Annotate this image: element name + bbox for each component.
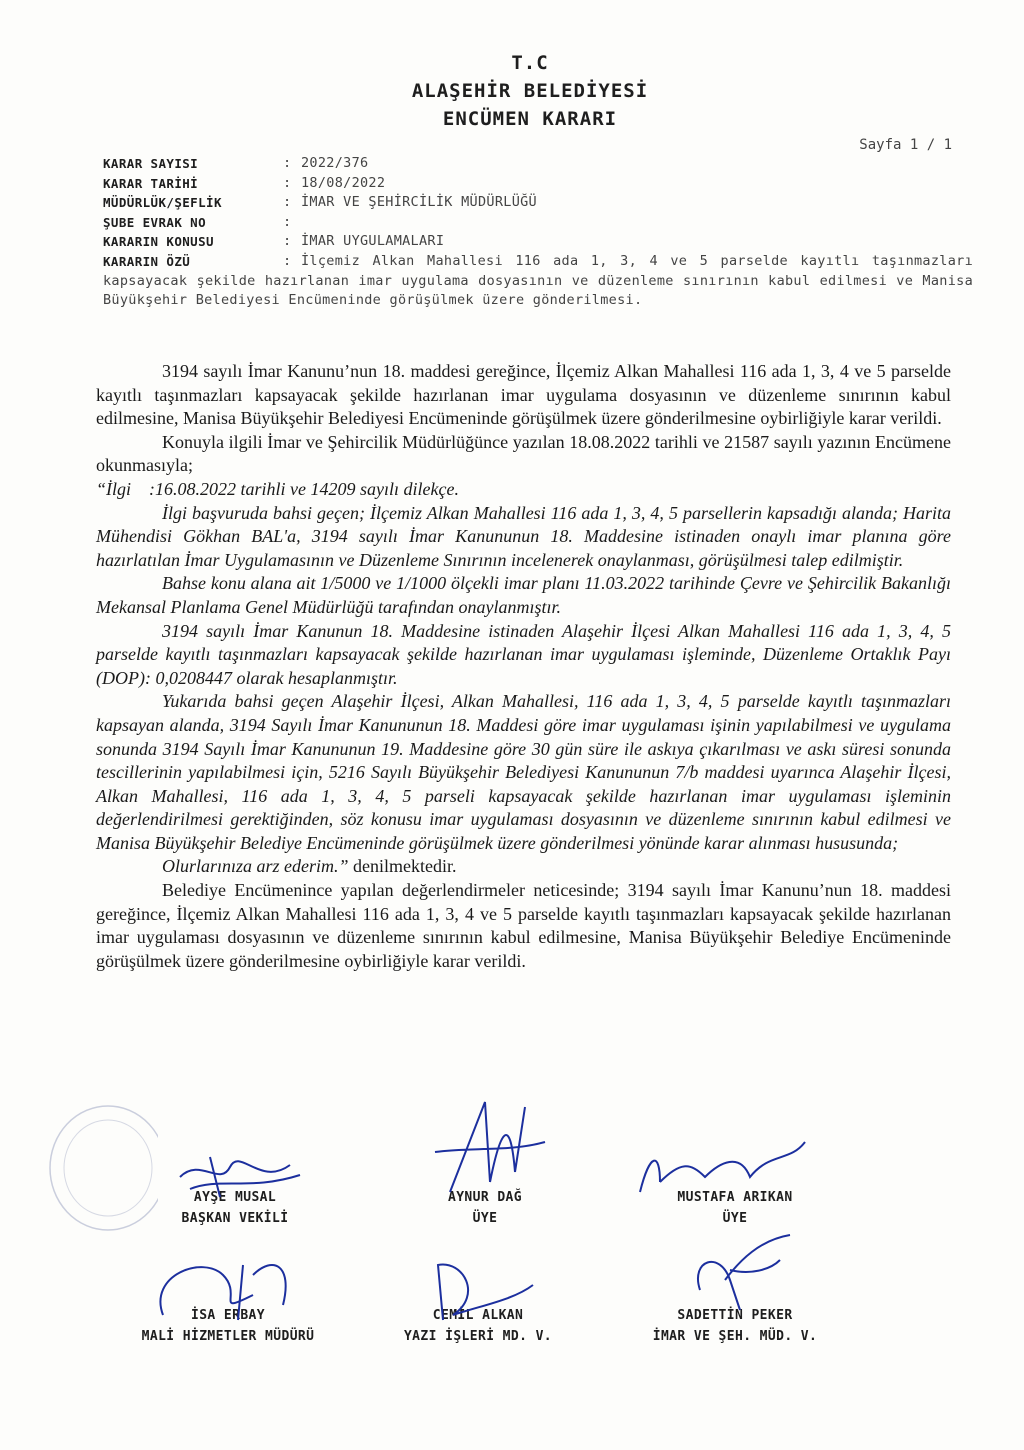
quote-reference: “İlgi :16.08.2022 tarihli ve 14209 sayılı dilekçe. xyxy=(96,478,459,499)
meta-colon: : xyxy=(283,233,292,250)
signer-name: İSA ERBAY xyxy=(190,1308,266,1323)
body-paragraph: 3194 sayılı İmar Kanunu’nun 18. maddesi gereğince, İlçemiz Alkan Mahallesi 116 ada 1, 3, 4 ve 5 parselde kayıtlı taşınmazları kapsayacak şekilde hazırlanan imar uygulama dosyasının ve düzenleme sınırının kabul edilmesine, Manisa Büyükşehir Belediyesi Encümeninde görüşülmek üzere gönderilmesine oybirliğiyle karar verildi. xyxy=(96,361,951,429)
meta-row-konusu xyxy=(103,232,973,252)
body-paragraph: Belediye Encümenince yapılan değerlendirmeler neticesinde; 3194 sayılı İmar Kanunu’nun 18. maddesi gereğince, İlçemiz Alkan Mahallesi 116 ada 1, 3, 4 ve 5 parselde kayıtlı taşınmazları kapsayacak şekilde hazırlanan imar uygulaması dosyasının ve düzenleme sınırının kabul edilmesine, Manisa Büyükşehir Belediye Encümeninde görüşülmek üzere gönderilmesine oybirliğiyle karar verildi. xyxy=(96,880,951,971)
header-decision-title: ENCÜMEN KARARI xyxy=(442,108,618,130)
meta-row-karar-sayisi xyxy=(103,154,973,174)
stamp-seal xyxy=(38,1098,158,1238)
body-paragraph: Konuyla ilgili İmar ve Şehircilik Müdürlüğünce yazılan 18.08.2022 tarihli ve 21587 sayılı yazının Encümene okunmasıyla; xyxy=(96,431,951,476)
meta-value: İMAR VE ŞEHİRCİLİK MÜDÜRLÜĞÜ xyxy=(301,194,537,211)
signature-block-4 xyxy=(108,1305,348,1347)
meta-colon: : xyxy=(283,213,292,230)
meta-label: KARAR SAYISI xyxy=(103,156,199,171)
signature-block-3 xyxy=(640,1187,830,1229)
meta-row-karar-tarihi xyxy=(103,174,973,194)
signer-name: AYŞE MUSAL xyxy=(193,1190,277,1205)
signature-block-2 xyxy=(400,1187,570,1229)
signer-title: MALİ HİZMETLER MÜDÜRÜ xyxy=(141,1329,315,1344)
meta-colon: : xyxy=(283,194,292,211)
signature-block-6 xyxy=(620,1305,850,1347)
meta-label: KARARIN ÖZÜ xyxy=(103,253,191,269)
meta-label: KARAR TARİHİ xyxy=(103,175,199,191)
signer-title: BAŞKAN VEKİLİ xyxy=(181,1211,289,1226)
quote-paragraph: İlgi başvuruda bahsi geçen; İlçemiz Alkan Mahallesi 116 ada 1, 3, 4, 5 parsellerin kapsadığı alanda; Harita Mühendisi Gökhan BAL'a, 3194 sayılı İmar Kanununun 18. Maddesine istinaden onaylı imar planına göre hazırlatılan İmar Uygulamasının ve Düzenleme Sınırının incelenerek onaylanması, görüşülmesi talep edilmiştir. xyxy=(96,502,951,570)
signer-name: AYNUR DAĞ xyxy=(447,1190,523,1205)
quote-paragraph: Bahse konu alana ait 1/5000 ve 1/1000 ölçekli imar planı 11.03.2022 tarihinde Çevre ve Şehircilik Bakanlığı Mekansal Planlama Genel Müdürlüğü tarafından onaylanmıştır. xyxy=(96,573,951,617)
signer-name: MUSTAFA ARIKAN xyxy=(677,1190,793,1205)
signature-block-1 xyxy=(150,1187,320,1229)
quote-paragraph: 3194 sayılı İmar Kanunun 18. Maddesine istinaden Alaşehir İlçesi Alkan Mahallesi 116 ada 1, 3, 4, 5 parselde kayıtlı taşınmazları kapsayacak şekilde hazırlanan imar uygulaması işleminde, Düzenleme Ortaklık Payı (DOP): 0,0208447 olarak hesaplanmıştır. xyxy=(96,620,951,688)
signature-mark xyxy=(430,1092,550,1202)
quote-closing-italic: Olurlarınıza arz ederim.” xyxy=(162,856,349,877)
meta-value: 18/08/2022 xyxy=(301,174,386,191)
meta-colon: : xyxy=(283,174,292,191)
header-municipality: ALAŞEHİR BELEDİYESİ xyxy=(411,80,649,102)
meta-row-sube-evrak xyxy=(103,213,973,233)
signer-title: ÜYE xyxy=(722,1211,748,1226)
signature-block-5 xyxy=(373,1305,583,1347)
meta-row-ozu xyxy=(103,252,973,311)
decision-body xyxy=(96,360,951,973)
signer-name: CEMİL ALKAN xyxy=(432,1308,524,1323)
meta-colon: : xyxy=(283,155,292,171)
signer-name: SADETTİN PEKER xyxy=(677,1308,793,1323)
signer-title: İMAR VE ŞEH. MÜD. V. xyxy=(652,1329,818,1344)
meta-value: İMAR UYGULAMALARI xyxy=(301,233,445,250)
meta-row-mudurluk xyxy=(103,193,973,213)
header-tc: T.C xyxy=(511,52,549,74)
decision-metadata xyxy=(103,154,973,311)
quote-paragraph: Yukarıda bahsi geçen Alaşehir İlçesi, Alkan Mahallesi, 116 ada 1, 3, 4, 5 parselde kayıtlı taşınmazları kapsayan alanda, 3194 Sayılı İmar Kanununun 18. Maddesi göre imar uygulaması işinin yapılabilmesi ve uygulama sonunda 3194 Sayılı İmar Kanununun 19. Maddesine göre 30 gün süre ile askıya çıkarılması ve askı süresi sonunda tescillerinin yapılabilmesi için, 5216 Sayılı Büyükşehir Belediyesi Kanununun 7/b maddesi uyarınca Alaşehir İlçesi, Alkan Mahallesi, 116 ada 1, 3, 4, 5 parseli kapsayacak şekilde hazırlanan imar uygulaması işleminin değerlendirilmesi gerektiğinden, söz konusu imar uygulaması dosyasının ve düzenleme sınırının kabul edilmesi ve Manisa Büyükşehir Belediye Encümeninde görüşülmek üzere gönderilmesi yönünde karar alınması hususunda; xyxy=(96,691,951,853)
page-number: Sayfa 1 / 1 xyxy=(859,137,952,153)
meta-label: MÜDÜRLÜK/ŞEFLİK xyxy=(103,195,222,211)
meta-value: 2022/376 xyxy=(301,155,369,171)
meta-label: ŞUBE EVRAK NO xyxy=(103,214,207,230)
signer-title: YAZI İŞLERİ MD. V. xyxy=(403,1329,553,1344)
meta-label: KARARIN KONUSU xyxy=(103,234,214,250)
signer-title: ÜYE xyxy=(472,1211,498,1226)
meta-colon: : xyxy=(283,252,292,269)
decision-summary: İlçemiz Alkan Mahallesi 116 ada 1, 3, 4 ve 5 parselde kayıtlı taşınmazları kapsayacak şekilde hazırlanan imar uygulama dosyasının ve düzenleme sınırının kabul edilmesi ve Manisa Büyükşehir Belediyesi Encümeninde görüşülmek üzere gönderilmesi. xyxy=(103,252,973,309)
quote-closing-tail: denilmektedir. xyxy=(348,856,457,877)
quote-closing xyxy=(96,855,951,879)
